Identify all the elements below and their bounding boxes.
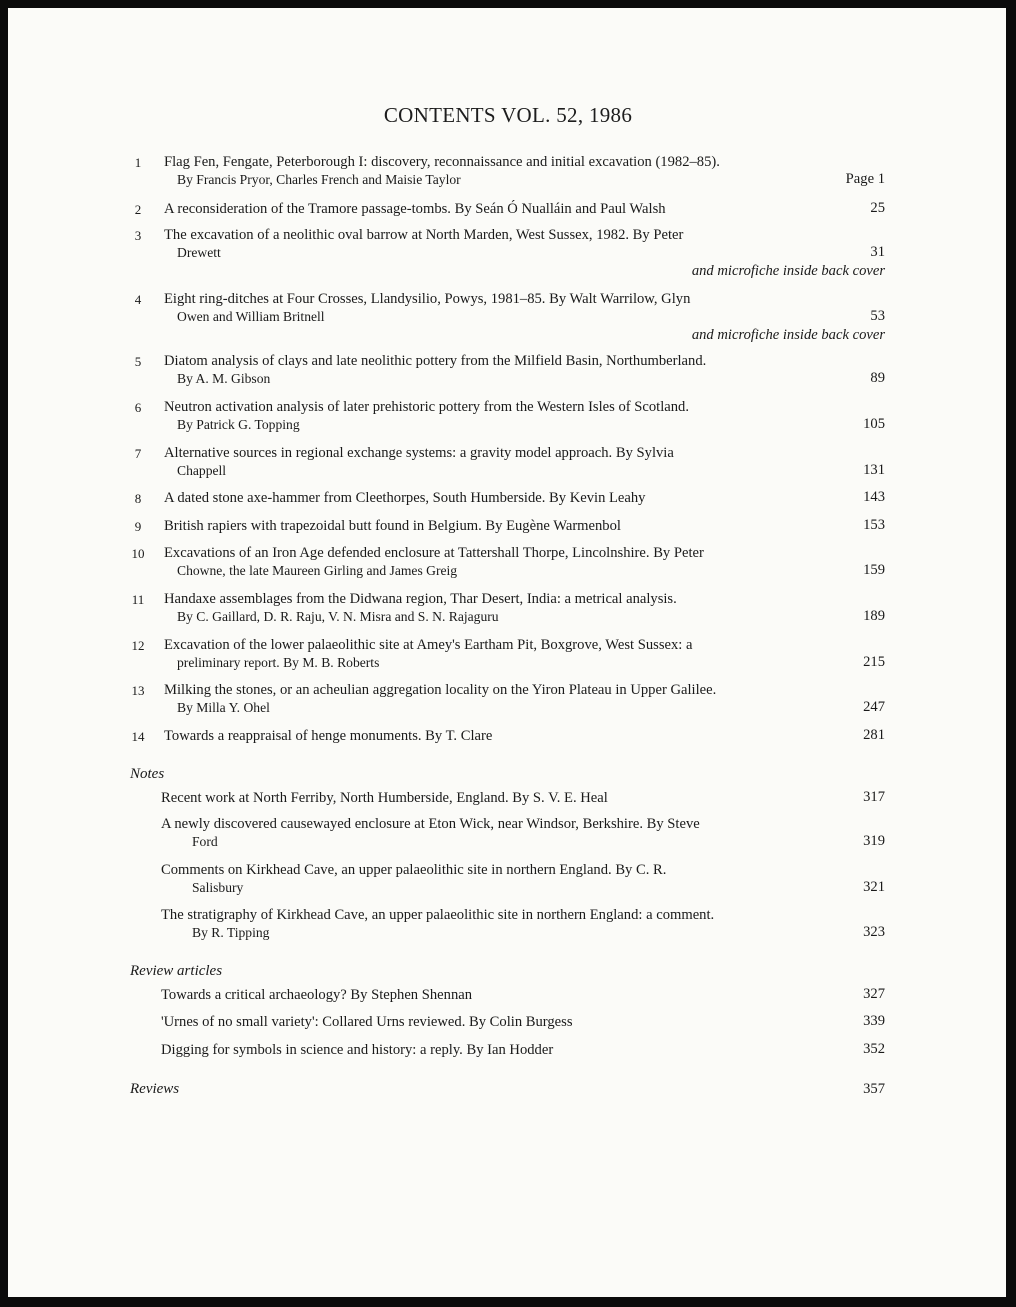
page-number: 352	[863, 1041, 885, 1057]
article-title: Excavations of an Iron Age defended enclosure at Tattershall Thorpe, Lincolnshire. By Peter	[164, 545, 704, 561]
note-title: The stratigraphy of Kirkhead Cave, an upper palaeolithic site in northern England: a comment.	[161, 907, 715, 923]
page-number: Page 1	[845, 171, 885, 187]
microfiche-note: and microfiche inside back cover	[691, 263, 885, 279]
page-number: 247	[863, 699, 885, 715]
review-article-title: Towards a critical archaeology? By Stephen Shennan	[161, 987, 473, 1003]
article-number: 12	[131, 638, 145, 653]
page-number: 143	[863, 489, 885, 505]
article-authors: Owen and William Britnell	[177, 309, 325, 324]
page-number: 281	[863, 727, 885, 743]
page-number: 317	[863, 789, 885, 805]
note-title: Comments on Kirkhead Cave, an upper palaeolithic site in northern England. By C. R.	[161, 862, 667, 878]
page-number: 31	[870, 244, 885, 260]
article-title: Handaxe assemblages from the Didwana region, Thar Desert, India: a metrical analysis.	[164, 591, 677, 607]
review-article-title: Digging for symbols in science and history: a reply. By Ian Hodder	[161, 1042, 554, 1058]
article-title: A reconsideration of the Tramore passage-tombs. By Seán Ó Nualláin and Paul Walsh	[164, 201, 666, 217]
article-authors: Drewett	[177, 245, 221, 260]
article-number: 11	[131, 592, 145, 607]
page-number: 89	[870, 370, 885, 386]
article-authors: Chowne, the late Maureen Girling and James Greig	[177, 563, 458, 578]
article-authors: By A. M. Gibson	[177, 371, 271, 386]
page-number: 323	[863, 924, 885, 940]
article-title: A dated stone axe-hammer from Cleethorpes, South Humberside. By Kevin Leahy	[164, 490, 646, 506]
article-authors: By Patrick G. Topping	[177, 417, 300, 432]
article-title: Milking the stones, or an acheulian aggregation locality on the Yiron Plateau in Upper Galilee.	[164, 682, 717, 698]
page-number: 105	[863, 416, 885, 432]
notes-heading: Notes	[130, 766, 165, 782]
page-number: 153	[863, 517, 885, 533]
page-number: 53	[870, 308, 885, 324]
article-title: Towards a reappraisal of henge monuments. By T. Clare	[164, 728, 493, 744]
page-number: 327	[863, 986, 885, 1002]
review-article-title: 'Urnes of no small variety': Collared Urns reviewed. By Colin Burgess	[161, 1014, 573, 1030]
article-authors: preliminary report. By M. B. Roberts	[177, 655, 380, 670]
article-number: 3	[134, 228, 142, 243]
article-authors: By Milla Y. Ohel	[177, 700, 270, 715]
article-number: 5	[134, 354, 142, 369]
article-number: 13	[131, 683, 145, 698]
page-number: 131	[863, 462, 885, 478]
article-title: British rapiers with trapezoidal butt found in Belgium. By Eugène Warmenbol	[164, 518, 621, 534]
page-number: 339	[863, 1013, 885, 1029]
article-authors: By Francis Pryor, Charles French and Maisie Taylor	[177, 172, 461, 187]
article-number: 14	[131, 729, 145, 744]
note-authors: By R. Tipping	[192, 925, 270, 940]
page-number: 321	[863, 879, 885, 895]
note-authors: Ford	[192, 834, 218, 849]
note-authors: Salisbury	[192, 880, 244, 895]
article-number: 7	[134, 446, 142, 461]
reviews-heading: Reviews	[130, 1081, 180, 1097]
article-number: 9	[134, 519, 142, 534]
article-title: Neutron activation analysis of later prehistoric pottery from the Western Isles of Scotland.	[164, 399, 689, 415]
page-number: 189	[863, 608, 885, 624]
page-number: 25	[870, 200, 885, 216]
microfiche-note: and microfiche inside back cover	[691, 327, 885, 343]
article-authors: Chappell	[177, 463, 227, 478]
review-articles-heading: Review articles	[130, 963, 223, 979]
article-number: 6	[134, 400, 142, 415]
page-number: 159	[863, 562, 885, 578]
article-title: Diatom analysis of clays and late neolithic pottery from the Milfield Basin, Northumberland.	[164, 353, 707, 369]
article-number: 4	[134, 292, 142, 307]
page-number: 319	[863, 833, 885, 849]
article-title: Flag Fen, Fengate, Peterborough I: discovery, reconnaissance and initial excavation (1982–85).	[164, 154, 720, 170]
article-title: The excavation of a neolithic oval barrow at North Marden, West Sussex, 1982. By Peter	[164, 227, 684, 243]
page-number: 215	[863, 654, 885, 670]
page-number: 357	[863, 1081, 885, 1097]
article-number: 2	[134, 202, 142, 217]
note-title: A newly discovered causewayed enclosure at Eton Wick, near Windsor, Berkshire. By Steve	[161, 816, 700, 832]
article-title: Alternative sources in regional exchange systems: a gravity model approach. By Sylvia	[164, 445, 674, 461]
article-number: 1	[134, 155, 142, 170]
note-title: Recent work at North Ferriby, North Humberside, England. By S. V. E. Heal	[161, 790, 608, 806]
article-title: Excavation of the lower palaeolithic site at Amey's Eartham Pit, Boxgrove, West Sussex: a	[164, 637, 693, 653]
article-number: 10	[131, 546, 145, 561]
article-authors: By C. Gaillard, D. R. Raju, V. N. Misra and S. N. Rajaguru	[177, 609, 499, 624]
article-number: 8	[134, 491, 142, 506]
article-title: Eight ring-ditches at Four Crosses, Llandysilio, Powys, 1981–85. By Walt Warrilow, Glyn	[164, 291, 691, 307]
page-title: CONTENTS VOL. 52, 1986	[383, 103, 633, 127]
